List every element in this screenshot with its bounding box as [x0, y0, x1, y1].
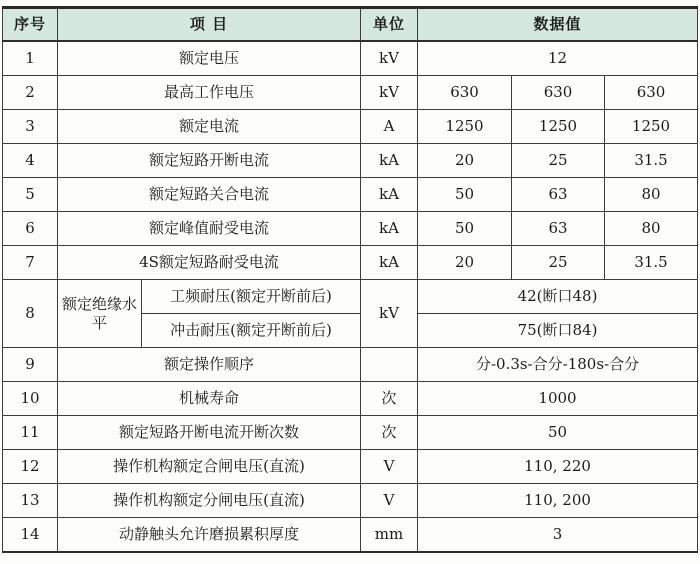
cell-value-3: 1250 — [605, 110, 698, 144]
table-row-insulation-top — [3, 280, 698, 314]
cell-unit: kV — [361, 41, 418, 76]
cell-sub-item-2: 冲击耐压(额定开断前后) — [142, 314, 361, 348]
table-row — [3, 212, 698, 246]
cell-unit: mm — [361, 518, 418, 553]
table-row — [3, 518, 698, 553]
cell-item: 4S额定短路耐受电流 — [58, 246, 361, 280]
cell-serial: 2 — [3, 76, 58, 110]
header-unit: 单位 — [361, 8, 418, 42]
cell-sub-item-1: 工频耐压(额定开断前后) — [142, 280, 361, 314]
cell-value-3: 31.5 — [605, 144, 698, 178]
cell-unit: kA — [361, 246, 418, 280]
specification-table — [2, 6, 698, 553]
cell-value: 110, 200 — [418, 484, 698, 518]
cell-value-1: 20 — [418, 144, 512, 178]
cell-value-1: 20 — [418, 246, 512, 280]
cell-unit: kA — [361, 212, 418, 246]
cell-unit: kA — [361, 144, 418, 178]
cell-item: 最高工作电压 — [58, 76, 361, 110]
header-value: 数据值 — [418, 8, 698, 42]
cell-serial: 10 — [3, 382, 58, 416]
cell-item: 额定电压 — [58, 41, 361, 76]
table-row — [3, 416, 698, 450]
cell-sub-value-1: 42(断口48) — [418, 280, 698, 314]
cell-serial: 14 — [3, 518, 58, 553]
cell-unit — [361, 348, 418, 382]
table-row — [3, 484, 698, 518]
header-serial: 序号 — [3, 8, 58, 42]
cell-unit: 次 — [361, 416, 418, 450]
cell-unit: kA — [361, 178, 418, 212]
cell-serial: 5 — [3, 178, 58, 212]
cell-unit: A — [361, 110, 418, 144]
cell-serial: 8 — [3, 280, 58, 348]
table-row — [3, 450, 698, 484]
cell-serial: 7 — [3, 246, 58, 280]
cell-unit: 次 — [361, 382, 418, 416]
table-row — [3, 41, 698, 76]
cell-serial: 3 — [3, 110, 58, 144]
cell-serial: 12 — [3, 450, 58, 484]
cell-value-1: 50 — [418, 212, 512, 246]
cell-serial: 13 — [3, 484, 58, 518]
cell-value-2: 63 — [512, 178, 605, 212]
cell-serial: 4 — [3, 144, 58, 178]
cell-value-2: 630 — [512, 76, 605, 110]
cell-item: 额定短路开断电流开断次数 — [58, 416, 361, 450]
cell-serial: 6 — [3, 212, 58, 246]
cell-item-group: 额定绝缘水平 — [58, 280, 142, 348]
cell-value: 50 — [418, 416, 698, 450]
table-row — [3, 382, 698, 416]
cell-value-3: 80 — [605, 212, 698, 246]
cell-value-3: 80 — [605, 178, 698, 212]
cell-value: 12 — [418, 41, 698, 76]
cell-value: 1000 — [418, 382, 698, 416]
cell-value-3: 630 — [605, 76, 698, 110]
cell-item: 额定峰值耐受电流 — [58, 212, 361, 246]
cell-serial: 9 — [3, 348, 58, 382]
table-row — [3, 76, 698, 110]
table-row — [3, 110, 698, 144]
table-row — [3, 348, 698, 382]
cell-item: 额定短路开断电流 — [58, 144, 361, 178]
cell-unit: V — [361, 450, 418, 484]
cell-value-1: 630 — [418, 76, 512, 110]
cell-item: 额定短路关合电流 — [58, 178, 361, 212]
table-row — [3, 246, 698, 280]
cell-value-2: 25 — [512, 144, 605, 178]
cell-unit: V — [361, 484, 418, 518]
cell-value: 3 — [418, 518, 698, 553]
cell-serial: 1 — [3, 41, 58, 76]
cell-unit: kV — [361, 280, 418, 348]
cell-value-1: 50 — [418, 178, 512, 212]
header-row — [3, 8, 698, 42]
cell-item: 动静触头允许磨损累积厚度 — [58, 518, 361, 553]
cell-value-2: 63 — [512, 212, 605, 246]
cell-value-2: 25 — [512, 246, 605, 280]
cell-value: 分-0.3s-合分-180s-合分 — [418, 348, 698, 382]
cell-item: 额定操作顺序 — [58, 348, 361, 382]
table-row — [3, 178, 698, 212]
cell-serial: 11 — [3, 416, 58, 450]
cell-value-2: 1250 — [512, 110, 605, 144]
cell-item: 额定电流 — [58, 110, 361, 144]
cell-value-3: 31.5 — [605, 246, 698, 280]
cell-unit: kV — [361, 76, 418, 110]
header-item: 项 目 — [58, 8, 361, 42]
cell-item: 操作机构额定合闸电压(直流) — [58, 450, 361, 484]
cell-sub-value-2: 75(断口84) — [418, 314, 698, 348]
cell-value-1: 1250 — [418, 110, 512, 144]
table-row — [3, 144, 698, 178]
cell-item: 机械寿命 — [58, 382, 361, 416]
cell-item: 操作机构额定分闸电压(直流) — [58, 484, 361, 518]
cell-value: 110, 220 — [418, 450, 698, 484]
